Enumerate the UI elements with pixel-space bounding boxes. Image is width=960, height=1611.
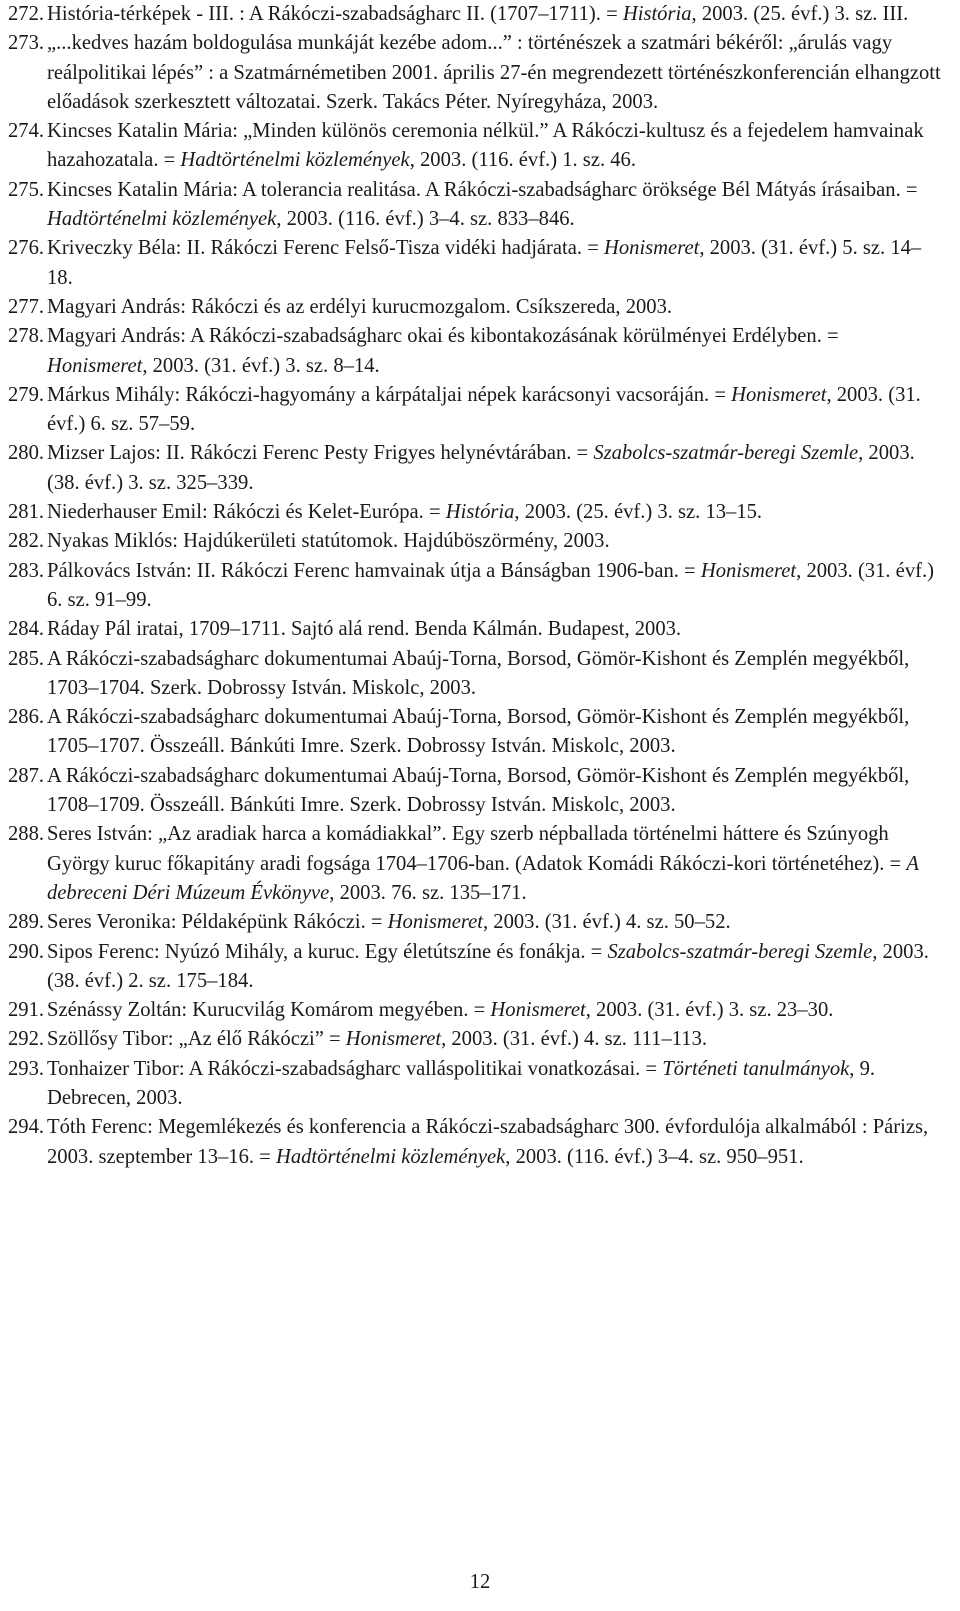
entry-number: 277. <box>8 295 45 318</box>
entry-text <box>47 908 943 937</box>
entry-text-part: , 9. Debrecen, 2003. <box>47 1057 876 1109</box>
entry-number: 272. <box>8 3 45 25</box>
entry-number: 276. <box>8 237 45 260</box>
entry-text-part: A Rákóczi-szabadságharc dokumentumai Abaúj-Torna, Borsod, Gömör-Kishont és Zemplén megyékből, 1705–1707. Összeáll. Bánkúti Imre. Szerk. Dobrossy István. Miskolc, 2003. <box>47 706 910 758</box>
entry-text-part: Niederhauser Emil: Rákóczi és Kelet-Európa. = <box>47 501 446 524</box>
bibliography-entry <box>8 703 943 762</box>
entry-text-part: Kriveczky Béla: II. Rákóczi Ferenc Felső-Tisza vidéki hadjárata. = <box>47 237 604 260</box>
bibliography-entry <box>8 381 943 440</box>
entry-text-part: 2003. (38. évf.) 2. sz. 175–184. <box>47 940 929 992</box>
bibliography-entry <box>8 176 943 235</box>
bibliography-entry <box>8 439 943 498</box>
entry-text <box>47 557 943 616</box>
entry-text <box>47 703 943 762</box>
publication-title: Honismeret <box>731 383 827 406</box>
entry-number: 288. <box>8 823 45 846</box>
entry-text <box>47 615 943 644</box>
entry-text-part: , 2003. (31. évf.) 3. sz. 23–30. <box>585 999 834 1022</box>
bibliography-list <box>8 0 943 1172</box>
publication-title: Honismeret <box>700 559 797 582</box>
bibliography-entry <box>8 527 943 556</box>
entry-text-part: , 2003. (116. évf.) 1. sz. 46. <box>409 149 637 172</box>
bibliography-entry <box>8 762 943 821</box>
bibliography-entry <box>8 645 943 704</box>
entry-number: 283. <box>8 559 45 582</box>
publication-title: A debreceni Déri Múzeum Évkönyve <box>47 852 919 904</box>
entry-number: 284. <box>8 618 45 641</box>
publication-title: História <box>622 3 692 25</box>
entry-number: 280. <box>8 442 45 465</box>
entry-text <box>47 29 943 117</box>
bibliography-entry <box>8 1113 943 1172</box>
entry-number: 275. <box>8 178 45 201</box>
entry-text-part: Magyari András: A Rákóczi-szabadságharc okai és kibontakozásának körülményei Erdélyben. = <box>47 325 839 348</box>
entry-text <box>47 0 943 29</box>
entry-text-part: , 2003. (31. évf.) 5. sz. 14–18. <box>47 237 922 289</box>
bibliography-entry <box>8 820 943 908</box>
bibliography-entry <box>8 557 943 616</box>
entry-number: 292. <box>8 1028 45 1051</box>
bibliography-entry <box>8 498 943 527</box>
entry-text-part: , 2003. (38. évf.) 3. sz. 325–339. <box>47 442 915 494</box>
entry-text-part: Márkus Mihály: Rákóczi-hagyomány a kárpátaljai népek karácsonyi vacsoráján. = <box>47 383 732 406</box>
bibliography-entry <box>8 908 943 937</box>
entry-text <box>47 1055 943 1114</box>
entry-text <box>47 645 943 704</box>
entry-text-part: , 2003. (116. évf.) 3–4. sz. 833–846. <box>276 208 575 231</box>
bibliography-entry <box>8 322 943 381</box>
entry-number: 273. <box>8 32 45 55</box>
entry-text-part: Szöllősy Tibor: „Az élő Rákóczi” = <box>47 1028 346 1051</box>
entry-text <box>47 322 943 381</box>
entry-text-part: Kincses Katalin Mária: A tolerancia realitása. A Rákóczi-szabadságharc öröksége Bél Mátyás írásaiban. = <box>47 178 918 201</box>
publication-title: Szabolcs-szatmár-beregi Szemle <box>593 442 859 465</box>
entry-text-part: Mizser Lajos: II. Rákóczi Ferenc Pesty Frigyes helynévtárában. = <box>47 442 594 465</box>
entry-text <box>47 1113 943 1172</box>
entry-text-part: A Rákóczi-szabadságharc dokumentumai Abaúj-Torna, Borsod, Gömör-Kishont és Zemplén megyékből, 1708–1709. Összeáll. Bánkúti Imre. Szerk. Dobrossy István. Miskolc, 2003. <box>47 764 910 817</box>
entry-text <box>47 439 943 498</box>
bibliography-entry <box>8 615 943 644</box>
entry-text-part: Seres István: „Az aradiak harca a komádiakkal”. Egy szerb népballada történelmi háttere és Szúnyogh György kuruc főkapitány aradi fogsága 1704–1706-ban. (Adatok Komádi Rákóczi-kori történetéhez). = <box>47 823 907 875</box>
bibliography-entry <box>8 1025 943 1054</box>
entry-text-part: Seres Veronika: Példaképünk Rákóczi. = <box>47 911 388 934</box>
entry-number: 285. <box>8 647 45 670</box>
bibliography-entry <box>8 996 943 1025</box>
entry-text-part: Magyari András: Rákóczi és az erdélyi kurucmozgalom. Csíkszereda, 2003. <box>47 295 673 318</box>
entry-text-part: , 2003. (25. évf.) 3. sz. III. <box>691 3 909 25</box>
page-number: 12 <box>469 1571 491 1593</box>
entry-text-part: Sipos Ferenc: Nyúzó Mihály, a kuruc. Egy életútszíne és fonákja. = <box>47 940 608 963</box>
publication-title: Történeti tanulmányok <box>662 1057 850 1080</box>
publication-title: Honismeret <box>387 911 483 934</box>
entry-number: 287. <box>8 764 45 787</box>
entry-text-part: Nyakas Miklós: Hajdúkerületi statútomok. Hajdúböszörmény, 2003. <box>47 530 610 553</box>
publication-title: Hadtörténelmi közlemények <box>275 1145 506 1168</box>
entry-number: 281. <box>8 501 45 524</box>
entry-number: 279. <box>8 383 45 406</box>
entry-text-part: Tóth Ferenc: Megemlékezés és konferencia a Rákóczi-szabadságharc 300. évfordulója alkalmából : Párizs, 2003. szeptember 13–16. = <box>47 1116 929 1168</box>
entry-number: 282. <box>8 530 45 553</box>
entry-text-part: Szénássy Zoltán: Kurucvilág Komárom megyében. = <box>47 999 491 1022</box>
entry-text-part: A Rákóczi-szabadságharc dokumentumai Abaúj-Torna, Borsod, Gömör-Kishont és Zemplén megyékből, 1703–1704. Szerk. Dobrossy István. Miskolc, 2003. <box>47 647 910 699</box>
publication-title: Honismeret <box>603 237 700 260</box>
publication-title: Hadtörténelmi közlemények <box>180 149 410 172</box>
entry-text-part: „...kedves hazám boldogulása munkáját kezébe adom...” : történészek a szatmári békéről: „árulás vagy reálpolitikai lépés” : a Szatmárnémetiben 2001. április 27-én megrendezett történészkonferencián elhangzott előadások szerkesztett változatai. Szerk. Takács Péter. Nyíregyháza, 2003. <box>47 32 941 113</box>
bibliography-entry <box>8 29 943 117</box>
entry-text <box>47 938 943 997</box>
entry-text <box>47 381 943 440</box>
publication-title: Honismeret <box>345 1028 442 1051</box>
entry-text <box>47 820 943 908</box>
publication-title: Honismeret <box>490 999 586 1022</box>
entry-text-part: , 2003. (31. évf.) 4. sz. 50–52. <box>482 911 731 934</box>
entry-text <box>47 762 943 821</box>
bibliography-entry <box>8 938 943 997</box>
entry-text-part: , 2003. (116. évf.) 3–4. sz. 950–951. <box>505 1145 804 1168</box>
entry-number: 294. <box>8 1116 45 1139</box>
entry-text-part: , 2003. (31. évf.) 4. sz. 111–113. <box>441 1028 708 1051</box>
entry-text-part: História-térképek - III. : A Rákóczi-szabadságharc II. (1707–1711). = <box>47 3 623 25</box>
entry-text-part: , 2003. 76. sz. 135–171. <box>329 881 527 904</box>
entry-text-part: Kincses Katalin Mária: „Minden különös ceremonia nélkül.” A Rákóczi-kultusz és a fejedelem hamvainak hazahozatala. = <box>47 120 924 172</box>
entry-text-part: Tonhaizer Tibor: A Rákóczi-szabadságharc valláspolitikai vonatkozásai. = <box>47 1057 663 1080</box>
entry-text <box>47 1025 943 1054</box>
bibliography-entry <box>8 293 943 322</box>
entry-text-part: , 2003. (31. évf.) 3. sz. 8–14. <box>142 354 380 377</box>
entry-number: 289. <box>8 911 45 934</box>
entry-text <box>47 234 943 293</box>
entry-text-part: Pálkovács István: II. Rákóczi Ferenc hamvainak útja a Bánságban 1906-ban. = <box>47 559 701 582</box>
publication-title: História <box>445 501 515 524</box>
entry-number: 278. <box>8 325 45 348</box>
bibliography-entry <box>8 234 943 293</box>
entry-text-part: , 2003. (31. évf.) 6. sz. 57–59. <box>47 383 921 436</box>
entry-text <box>47 996 943 1025</box>
entry-text-part: , 2003. (31. évf.) 6. sz. 91–99. <box>47 559 934 611</box>
publication-title: Szabolcs-szatmár-beregi Szemle, <box>607 940 878 963</box>
entry-text <box>47 117 943 176</box>
entry-text <box>47 293 943 322</box>
entry-number: 286. <box>8 706 45 729</box>
entry-text-part: Ráday Pál iratai, 1709–1711. Sajtó alá rend. Benda Kálmán. Budapest, 2003. <box>47 618 682 641</box>
entry-number: 291. <box>8 999 45 1022</box>
publication-title: Honismeret <box>47 354 143 377</box>
publication-title: Hadtörténelmi közlemények <box>47 208 277 231</box>
entry-number: 290. <box>8 940 45 963</box>
entry-text <box>47 498 943 527</box>
entry-number: 293. <box>8 1057 45 1080</box>
bibliography-entry <box>8 0 943 29</box>
entry-text <box>47 527 943 556</box>
entry-text <box>47 176 943 235</box>
bibliography-entry <box>8 1055 943 1114</box>
entry-number: 274. <box>8 120 45 143</box>
entry-text-part: , 2003. (25. évf.) 3. sz. 13–15. <box>514 501 763 524</box>
bibliography-entry <box>8 117 943 176</box>
